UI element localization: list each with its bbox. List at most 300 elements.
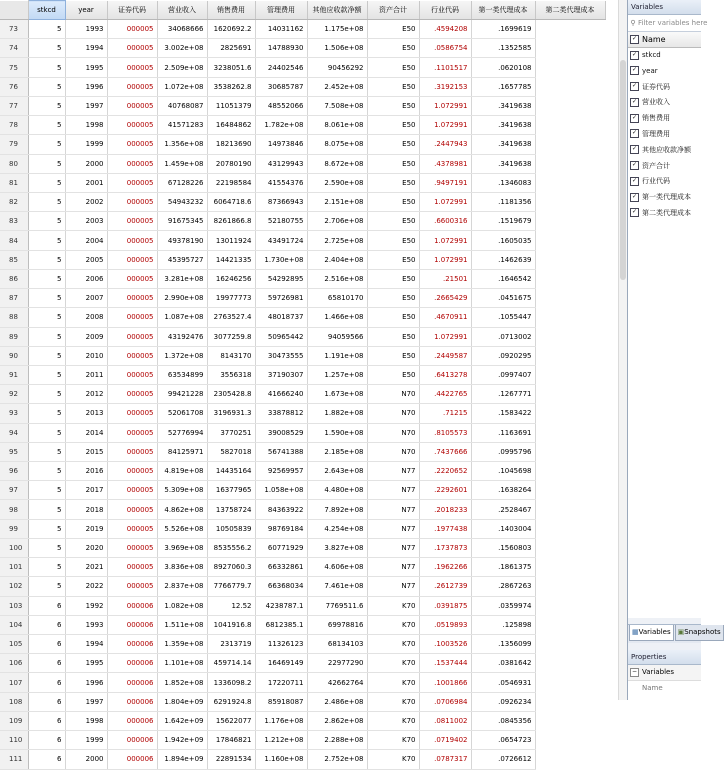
table-cell[interactable]: E50	[367, 77, 419, 96]
column-header-5[interactable]: 管理费用	[255, 1, 307, 20]
table-cell[interactable]: 3.836e+08	[157, 558, 207, 577]
variable-checkbox[interactable]: ✓	[631, 176, 638, 184]
table-cell[interactable]: 1.642e+09	[157, 711, 207, 730]
table-cell[interactable]: .0359974	[471, 596, 535, 615]
table-cell[interactable]: .1003526	[419, 635, 471, 654]
variable-checkbox[interactable]: ✓	[631, 66, 638, 74]
table-cell[interactable]: .1346083	[471, 173, 535, 192]
table-cell[interactable]: 37190307	[255, 365, 307, 384]
variable-checkbox[interactable]: ✓	[631, 113, 638, 121]
table-cell[interactable]: 3.969e+08	[157, 538, 207, 557]
table-cell[interactable]: 000005	[107, 20, 157, 39]
table-cell[interactable]: 000005	[107, 212, 157, 231]
row-number[interactable]: 102	[0, 577, 28, 596]
table-cell[interactable]: 6	[28, 654, 65, 673]
table-cell[interactable]: 2012	[65, 385, 107, 404]
table-cell[interactable]: .0995796	[471, 442, 535, 461]
table-cell[interactable]: 48018737	[255, 308, 307, 327]
row-number[interactable]: 83	[0, 212, 28, 231]
row-number[interactable]: 84	[0, 231, 28, 250]
table-cell[interactable]: 22198584	[207, 173, 255, 192]
table-cell[interactable]: 000005	[107, 442, 157, 461]
row-number[interactable]: 87	[0, 289, 28, 308]
row-number[interactable]: 103	[0, 596, 28, 615]
table-cell[interactable]: N77	[367, 519, 419, 538]
table-cell[interactable]: 2.837e+08	[157, 577, 207, 596]
table-cell[interactable]: 65810170	[307, 289, 367, 308]
table-cell[interactable]: N77	[367, 462, 419, 481]
table-cell[interactable]: .1583422	[471, 404, 535, 423]
table-cell[interactable]: 2.706e+08	[307, 212, 367, 231]
table-cell[interactable]: 2.516e+08	[307, 269, 367, 288]
table-cell[interactable]: 000006	[107, 692, 157, 711]
table-cell[interactable]: K70	[367, 692, 419, 711]
table-cell[interactable]: .1181356	[471, 192, 535, 211]
table-cell[interactable]: N77	[367, 481, 419, 500]
table-cell[interactable]: E50	[367, 231, 419, 250]
table-cell[interactable]: 5	[28, 404, 65, 423]
table-cell[interactable]: K70	[367, 750, 419, 769]
table-cell[interactable]: 5	[28, 558, 65, 577]
table-cell[interactable]: 33878812	[255, 404, 307, 423]
table-cell[interactable]: 2.151e+08	[307, 192, 367, 211]
table-cell[interactable]: 1.082e+08	[157, 596, 207, 615]
table-cell[interactable]: 41666240	[255, 385, 307, 404]
table-cell[interactable]: 45395727	[157, 250, 207, 269]
table-cell[interactable]: 84363922	[255, 500, 307, 519]
table-cell[interactable]: 1.072991	[419, 192, 471, 211]
table-cell[interactable]: E50	[367, 154, 419, 173]
table-cell[interactable]: 6812385.1	[255, 615, 307, 634]
table-cell[interactable]: 1.942e+09	[157, 731, 207, 750]
table-cell[interactable]: .1638264	[471, 481, 535, 500]
table-cell[interactable]: 5	[28, 173, 65, 192]
table-cell[interactable]: 000006	[107, 615, 157, 634]
table-cell[interactable]: E50	[367, 212, 419, 231]
row-number[interactable]: 101	[0, 558, 28, 577]
tab-variables[interactable]	[629, 625, 674, 641]
table-cell[interactable]: 3.002e+08	[157, 39, 207, 58]
table-cell[interactable]: 84125971	[157, 442, 207, 461]
table-cell[interactable]: 34068666	[157, 20, 207, 39]
table-cell[interactable]: 6	[28, 692, 65, 711]
table-cell[interactable]: 98769184	[255, 519, 307, 538]
table-cell[interactable]: 90456292	[307, 58, 367, 77]
table-cell[interactable]: E50	[367, 39, 419, 58]
table-cell[interactable]: 4.254e+08	[307, 519, 367, 538]
table-cell[interactable]: 24402546	[255, 58, 307, 77]
table-cell[interactable]: .6413278	[419, 365, 471, 384]
table-cell[interactable]: 43192476	[157, 327, 207, 346]
table-cell[interactable]: 000005	[107, 577, 157, 596]
row-number[interactable]: 86	[0, 269, 28, 288]
table-cell[interactable]: 5	[28, 77, 65, 96]
table-cell[interactable]: E50	[367, 327, 419, 346]
table-cell[interactable]: 2009	[65, 327, 107, 346]
table-cell[interactable]: N77	[367, 577, 419, 596]
table-cell[interactable]: 6	[28, 673, 65, 692]
table-cell[interactable]: 5.309e+08	[157, 481, 207, 500]
table-cell[interactable]: K70	[367, 654, 419, 673]
table-cell[interactable]: 67128226	[157, 173, 207, 192]
table-cell[interactable]: .1519679	[471, 212, 535, 231]
table-cell[interactable]: 2017	[65, 481, 107, 500]
table-cell[interactable]: 1.058e+08	[255, 481, 307, 500]
table-cell[interactable]: 000005	[107, 231, 157, 250]
table-cell[interactable]: 1.072991	[419, 96, 471, 115]
table-cell[interactable]: 66332861	[255, 558, 307, 577]
tab-snapshots[interactable]	[675, 625, 724, 641]
table-cell[interactable]: 1.882e+08	[307, 404, 367, 423]
table-cell[interactable]: .4594208	[419, 20, 471, 39]
row-number[interactable]: 98	[0, 500, 28, 519]
table-cell[interactable]: .0391875	[419, 596, 471, 615]
table-cell[interactable]: .1657785	[471, 77, 535, 96]
table-cell[interactable]: 2022	[65, 577, 107, 596]
row-number[interactable]: 99	[0, 519, 28, 538]
table-cell[interactable]: 40768087	[157, 96, 207, 115]
table-cell[interactable]: 2013	[65, 404, 107, 423]
table-cell[interactable]: 2011	[65, 365, 107, 384]
table-cell[interactable]: .2867263	[471, 577, 535, 596]
table-cell[interactable]: 1.072991	[419, 250, 471, 269]
row-number[interactable]: 80	[0, 154, 28, 173]
table-cell[interactable]: N70	[367, 404, 419, 423]
row-number[interactable]: 75	[0, 58, 28, 77]
table-cell[interactable]: .1352585	[471, 39, 535, 58]
table-cell[interactable]: 52180755	[255, 212, 307, 231]
table-cell[interactable]: E50	[367, 173, 419, 192]
table-cell[interactable]: .1977438	[419, 519, 471, 538]
table-cell[interactable]: 2018	[65, 500, 107, 519]
table-cell[interactable]: 1.072991	[419, 327, 471, 346]
table-cell[interactable]: 14031162	[255, 20, 307, 39]
row-number[interactable]: 96	[0, 462, 28, 481]
variables-name-header[interactable]	[628, 32, 701, 48]
table-cell[interactable]: .0654723	[471, 731, 535, 750]
table-cell[interactable]: .0719402	[419, 731, 471, 750]
table-cell[interactable]: 8.672e+08	[307, 154, 367, 173]
table-cell[interactable]: 22891534	[207, 750, 255, 769]
table-cell[interactable]: 66368034	[255, 577, 307, 596]
table-cell[interactable]: 7.892e+08	[307, 500, 367, 519]
table-cell[interactable]: 1993	[65, 20, 107, 39]
table-cell[interactable]: 1995	[65, 654, 107, 673]
table-cell[interactable]: 1992	[65, 596, 107, 615]
table-cell[interactable]: 14788930	[255, 39, 307, 58]
table-cell[interactable]: 30473555	[255, 346, 307, 365]
variable-item[interactable]	[628, 64, 701, 80]
row-number[interactable]: 85	[0, 250, 28, 269]
table-cell[interactable]: N70	[367, 385, 419, 404]
table-cell[interactable]: 1336098.2	[207, 673, 255, 692]
table-cell[interactable]: .2665429	[419, 289, 471, 308]
table-cell[interactable]: 1.590e+08	[307, 423, 367, 442]
table-cell[interactable]: 2016	[65, 462, 107, 481]
table-cell[interactable]: 1995	[65, 58, 107, 77]
table-cell[interactable]: 1.356e+08	[157, 135, 207, 154]
variable-item[interactable]	[628, 95, 701, 111]
table-cell[interactable]: 2313719	[207, 635, 255, 654]
table-cell[interactable]: 1620692.2	[207, 20, 255, 39]
table-cell[interactable]: 49378190	[157, 231, 207, 250]
table-cell[interactable]: 2763527.4	[207, 308, 255, 327]
table-cell[interactable]: .1045698	[471, 462, 535, 481]
table-cell[interactable]: 2007	[65, 289, 107, 308]
table-cell[interactable]: 2005	[65, 250, 107, 269]
table-cell[interactable]: .2447943	[419, 135, 471, 154]
table-cell[interactable]: 6	[28, 596, 65, 615]
table-cell[interactable]: .2528467	[471, 500, 535, 519]
table-cell[interactable]: 54943232	[157, 192, 207, 211]
table-cell[interactable]: 2305428.8	[207, 385, 255, 404]
row-number[interactable]: 95	[0, 442, 28, 461]
table-cell[interactable]: 1.072991	[419, 231, 471, 250]
table-cell[interactable]: .1356099	[471, 635, 535, 654]
table-cell[interactable]: 5	[28, 538, 65, 557]
table-cell[interactable]: 000005	[107, 289, 157, 308]
table-cell[interactable]: .0926234	[471, 692, 535, 711]
table-cell[interactable]: 000005	[107, 481, 157, 500]
table-cell[interactable]: 4.819e+08	[157, 462, 207, 481]
table-cell[interactable]: .2449587	[419, 346, 471, 365]
table-cell[interactable]: 2000	[65, 154, 107, 173]
table-cell[interactable]: 000005	[107, 365, 157, 384]
table-cell[interactable]: .1101517	[419, 58, 471, 77]
table-cell[interactable]: 8927060.3	[207, 558, 255, 577]
table-cell[interactable]: 54292895	[255, 269, 307, 288]
table-cell[interactable]: .0997407	[471, 365, 535, 384]
table-cell[interactable]: 41571283	[157, 116, 207, 135]
table-cell[interactable]: .3192153	[419, 77, 471, 96]
row-number[interactable]: 81	[0, 173, 28, 192]
table-cell[interactable]: 5	[28, 519, 65, 538]
table-cell[interactable]: 000005	[107, 519, 157, 538]
table-cell[interactable]: 6	[28, 635, 65, 654]
table-cell[interactable]: 15622077	[207, 711, 255, 730]
column-header-3[interactable]: 营业收入	[157, 1, 207, 20]
table-cell[interactable]: 000005	[107, 462, 157, 481]
variable-item[interactable]	[628, 127, 701, 143]
table-cell[interactable]: 5	[28, 58, 65, 77]
row-number[interactable]: 76	[0, 77, 28, 96]
variable-checkbox[interactable]: ✓	[631, 129, 638, 137]
table-cell[interactable]: .2292601	[419, 481, 471, 500]
table-cell[interactable]: 2019	[65, 519, 107, 538]
table-cell[interactable]: 16469149	[255, 654, 307, 673]
variable-checkbox[interactable]: ✓	[631, 145, 638, 153]
variable-item[interactable]	[628, 190, 701, 206]
table-cell[interactable]: 1996	[65, 77, 107, 96]
table-cell[interactable]: 5	[28, 269, 65, 288]
table-cell[interactable]: E50	[367, 192, 419, 211]
table-cell[interactable]: 000005	[107, 96, 157, 115]
table-cell[interactable]: 2014	[65, 423, 107, 442]
table-cell[interactable]: 2.452e+08	[307, 77, 367, 96]
table-cell[interactable]: .3419638	[471, 135, 535, 154]
table-cell[interactable]: 5	[28, 442, 65, 461]
table-cell[interactable]: E50	[367, 289, 419, 308]
table-cell[interactable]: 6	[28, 750, 65, 769]
table-cell[interactable]: 5	[28, 462, 65, 481]
table-cell[interactable]: 5	[28, 212, 65, 231]
table-cell[interactable]: 42662764	[307, 673, 367, 692]
table-cell[interactable]: 68134103	[307, 635, 367, 654]
table-cell[interactable]: 1041916.8	[207, 615, 255, 634]
column-header-0[interactable]: stkcd	[28, 1, 65, 20]
table-cell[interactable]: .1699619	[471, 20, 535, 39]
table-cell[interactable]: 14421335	[207, 250, 255, 269]
table-cell[interactable]: 18213690	[207, 135, 255, 154]
table-cell[interactable]: 1997	[65, 96, 107, 115]
table-cell[interactable]: 8143170	[207, 346, 255, 365]
table-cell[interactable]: N77	[367, 538, 419, 557]
table-cell[interactable]: 5.526e+08	[157, 519, 207, 538]
table-cell[interactable]: 1.212e+08	[255, 731, 307, 750]
table-cell[interactable]: 50965442	[255, 327, 307, 346]
table-cell[interactable]: .1462639	[471, 250, 535, 269]
table-cell[interactable]: .2612739	[419, 577, 471, 596]
table-cell[interactable]: 19977773	[207, 289, 255, 308]
table-cell[interactable]: 3.827e+08	[307, 538, 367, 557]
table-cell[interactable]: 85918087	[255, 692, 307, 711]
table-cell[interactable]: 2008	[65, 308, 107, 327]
variable-item[interactable]	[628, 48, 701, 64]
table-cell[interactable]: 1.894e+09	[157, 750, 207, 769]
table-cell[interactable]: 1999	[65, 135, 107, 154]
scrollbar-thumb[interactable]	[620, 60, 626, 280]
table-cell[interactable]: 000006	[107, 654, 157, 673]
table-cell[interactable]: 3196931.3	[207, 404, 255, 423]
table-cell[interactable]: 52061708	[157, 404, 207, 423]
variable-checkbox[interactable]: ✓	[631, 161, 638, 169]
table-cell[interactable]: 000005	[107, 39, 157, 58]
table-cell[interactable]: .4378981	[419, 154, 471, 173]
table-cell[interactable]: E50	[367, 58, 419, 77]
table-cell[interactable]: 5	[28, 481, 65, 500]
table-cell[interactable]: 8.075e+08	[307, 135, 367, 154]
row-number[interactable]: 92	[0, 385, 28, 404]
table-cell[interactable]: 1.072e+08	[157, 77, 207, 96]
table-cell[interactable]: E50	[367, 116, 419, 135]
table-cell[interactable]: .1605035	[471, 231, 535, 250]
table-cell[interactable]: 22977290	[307, 654, 367, 673]
table-cell[interactable]: 2002	[65, 192, 107, 211]
table-cell[interactable]: K70	[367, 615, 419, 634]
row-number[interactable]: 97	[0, 481, 28, 500]
table-cell[interactable]: 14973846	[255, 135, 307, 154]
row-number[interactable]: 105	[0, 635, 28, 654]
table-cell[interactable]: K70	[367, 635, 419, 654]
table-cell[interactable]: 30685787	[255, 77, 307, 96]
table-cell[interactable]: .0811002	[419, 711, 471, 730]
table-cell[interactable]: .71215	[419, 404, 471, 423]
table-cell[interactable]: 1.852e+08	[157, 673, 207, 692]
properties-name-field[interactable]: Name	[642, 684, 663, 692]
table-cell[interactable]: 16377965	[207, 481, 255, 500]
table-cell[interactable]: 000005	[107, 77, 157, 96]
table-cell[interactable]: 8535556.2	[207, 538, 255, 557]
table-cell[interactable]: 5	[28, 289, 65, 308]
table-cell[interactable]: 2015	[65, 442, 107, 461]
table-cell[interactable]: 2021	[65, 558, 107, 577]
table-cell[interactable]: 7.461e+08	[307, 577, 367, 596]
table-cell[interactable]: 000005	[107, 538, 157, 557]
table-cell[interactable]: 99421228	[157, 385, 207, 404]
grid-corner-cell[interactable]	[0, 1, 28, 20]
table-cell[interactable]: 17220711	[255, 673, 307, 692]
column-header-4[interactable]: 销售费用	[207, 1, 255, 20]
table-cell[interactable]: 5	[28, 500, 65, 519]
table-cell[interactable]: 69978816	[307, 615, 367, 634]
table-cell[interactable]: .8105573	[419, 423, 471, 442]
table-cell[interactable]: 63534899	[157, 365, 207, 384]
table-cell[interactable]: E50	[367, 346, 419, 365]
variable-checkbox[interactable]: ✓	[631, 50, 638, 58]
variable-item[interactable]	[628, 143, 701, 159]
row-number[interactable]: 90	[0, 346, 28, 365]
table-cell[interactable]: 000006	[107, 596, 157, 615]
column-header-1[interactable]: year	[65, 1, 107, 20]
table-cell[interactable]: .7437666	[419, 442, 471, 461]
table-cell[interactable]: .0546931	[471, 673, 535, 692]
row-number[interactable]: 73	[0, 20, 28, 39]
table-cell[interactable]: 1.372e+08	[157, 346, 207, 365]
row-number[interactable]: 78	[0, 116, 28, 135]
table-cell[interactable]: 5	[28, 154, 65, 173]
table-cell[interactable]: 11051379	[207, 96, 255, 115]
table-cell[interactable]: .0845356	[471, 711, 535, 730]
table-cell[interactable]: 1.673e+08	[307, 385, 367, 404]
table-cell[interactable]: 000005	[107, 558, 157, 577]
table-cell[interactable]: 000005	[107, 500, 157, 519]
table-cell[interactable]: N77	[367, 500, 419, 519]
table-cell[interactable]: 000005	[107, 58, 157, 77]
table-cell[interactable]: 1.175e+08	[307, 20, 367, 39]
variable-checkbox[interactable]: ✓	[631, 192, 638, 200]
table-cell[interactable]: 000005	[107, 385, 157, 404]
table-cell[interactable]: .1267771	[471, 385, 535, 404]
table-cell[interactable]: 5	[28, 365, 65, 384]
row-number[interactable]: 110	[0, 731, 28, 750]
table-cell[interactable]: 1993	[65, 615, 107, 634]
row-number[interactable]: 107	[0, 673, 28, 692]
table-cell[interactable]: 4.862e+08	[157, 500, 207, 519]
column-header-6[interactable]: 其他应收款净额	[307, 1, 367, 20]
table-cell[interactable]: 5	[28, 385, 65, 404]
table-cell[interactable]: 6064718.6	[207, 192, 255, 211]
properties-variables-group[interactable]	[628, 665, 701, 681]
row-number[interactable]: 89	[0, 327, 28, 346]
table-cell[interactable]: 2.990e+08	[157, 289, 207, 308]
table-cell[interactable]: 52776994	[157, 423, 207, 442]
table-cell[interactable]: 5	[28, 346, 65, 365]
table-cell[interactable]: 12.52	[207, 596, 255, 615]
table-cell[interactable]: .3419638	[471, 96, 535, 115]
variable-item[interactable]	[628, 111, 701, 127]
column-header-10[interactable]: 第二类代理成本	[535, 1, 605, 20]
table-cell[interactable]: .0451675	[471, 289, 535, 308]
table-cell[interactable]: .4670911	[419, 308, 471, 327]
table-cell[interactable]: 11326123	[255, 635, 307, 654]
column-header-7[interactable]: 资产合计	[367, 1, 419, 20]
table-cell[interactable]: 1999	[65, 731, 107, 750]
variable-checkbox[interactable]: ✓	[631, 82, 638, 90]
table-cell[interactable]: 60771929	[255, 538, 307, 557]
table-cell[interactable]: 43491724	[255, 231, 307, 250]
row-number[interactable]: 106	[0, 654, 28, 673]
table-cell[interactable]: 000005	[107, 269, 157, 288]
